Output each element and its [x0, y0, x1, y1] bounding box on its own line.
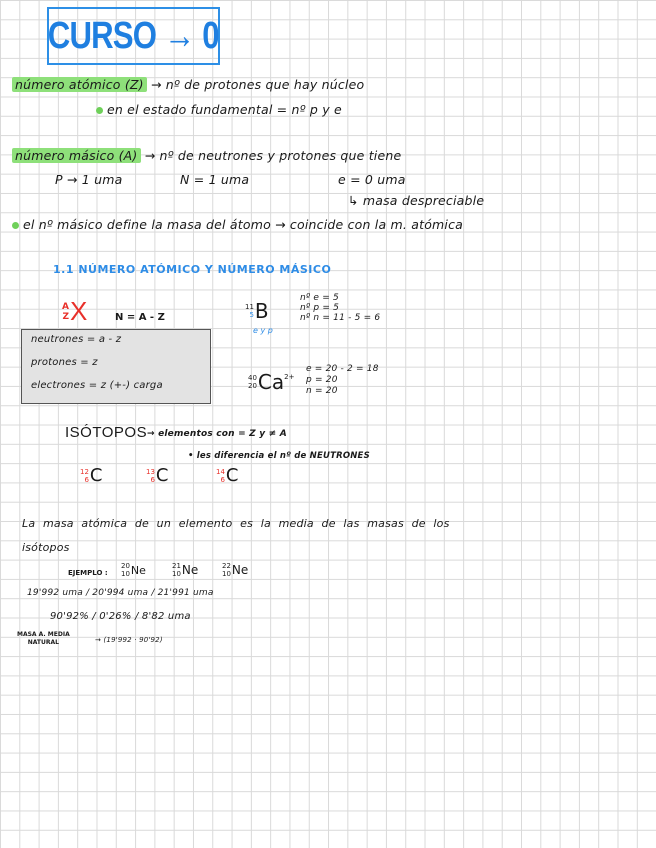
ne-20 [121, 562, 146, 578]
section-heading: 1.1 NÚMERO ATÓMICO Y NÚMERO MÁSICO [53, 263, 332, 276]
average-percent: 90'92% / 0'26% / 8'82 uma [50, 611, 191, 622]
box-electrones: electrones = z (+-) carga [31, 380, 163, 391]
boron-line-p: nº p = 5 [300, 303, 340, 313]
c14-symbol: C [225, 465, 239, 486]
c12-symbol: C [89, 465, 103, 486]
c12-mass: 12 [80, 467, 89, 476]
c14-indices [216, 468, 225, 484]
atomic-bullet: en el estado fundamental = nº p y e [107, 102, 342, 117]
isotope-c14 [216, 465, 239, 486]
formula-n: N = A - Z [115, 312, 165, 323]
mass-n: N = 1 uma [180, 172, 250, 187]
mass-e: e = 0 uma [338, 172, 406, 187]
calcium-line-e: e = 20 - 2 = 18 [306, 364, 379, 374]
atomic-desc: → nº de protones que hay núcleo [150, 77, 365, 92]
c13-indices [146, 468, 155, 484]
calcium-charge: 2+ [284, 373, 295, 381]
generic-nuclide [62, 296, 87, 327]
page-title: CURSO → 0 [48, 14, 219, 57]
natural-label [17, 631, 70, 647]
isotopes-note: • les diferencia el nº de NEUTRONES [188, 451, 370, 461]
boron-indices [245, 303, 254, 319]
c13-symbol: C [155, 465, 169, 486]
ne20-indices [121, 562, 130, 578]
natural-formula: → (19'992 · 90'92) [95, 636, 163, 644]
isotope-c12 [80, 465, 103, 486]
calcium-line-p: p = 20 [306, 375, 338, 385]
mass-bullet: el nº másico define la masa del átomo → coincide con la m. atómica [23, 217, 464, 232]
calcium-nuclide [248, 370, 294, 394]
average-line2: isótopos [22, 541, 70, 554]
nuclide-symbol: X [69, 296, 88, 326]
calcium-indices [248, 374, 257, 390]
boron-number: 5 [249, 311, 254, 319]
ne20-symbol: Ne [130, 563, 146, 577]
ne22-mass: 22 [222, 562, 231, 570]
calcium-line-n: n = 20 [306, 386, 338, 396]
mass-desc: → nº de neutrones y protones que tiene [144, 148, 402, 163]
boron-lines [300, 293, 380, 323]
nuclide-a: A [62, 301, 69, 312]
ne-22 [222, 562, 248, 578]
bullet-icon [96, 107, 103, 114]
boron-note: e y p [253, 326, 273, 335]
ne21-number: 10 [172, 570, 181, 578]
c14-number: 6 [220, 475, 225, 484]
bullet-icon [12, 222, 19, 229]
box-protones: protones = z [31, 357, 98, 368]
boron-mass: 11 [245, 303, 254, 311]
c12-indices [80, 468, 89, 484]
mass-e-note: ↳ masa despreciable [348, 193, 485, 208]
nuclide-z: Z [62, 311, 69, 322]
ne21-symbol: Ne [181, 563, 199, 577]
mass-line [12, 148, 401, 163]
boron-line-n: nº n = 11 - 5 = 6 [300, 313, 381, 323]
average-line1: La masa atómica de un elemento es la media de las masas de los [22, 517, 450, 530]
mass-bullet-line [12, 217, 463, 232]
natural-label-1: MASA A. MEDIA [17, 631, 70, 638]
ne22-number: 10 [222, 570, 231, 578]
isotope-c13 [146, 465, 169, 486]
ne22-symbol: Ne [231, 563, 249, 577]
c13-mass: 13 [146, 467, 155, 476]
atomic-line [12, 77, 364, 92]
calcium-mass: 40 [248, 374, 257, 382]
nuclide-indices [62, 302, 69, 322]
box-neutrones: neutrones = a - z [31, 334, 122, 345]
title-box [47, 7, 220, 65]
boron-nuclide [245, 299, 269, 323]
ne22-indices [222, 562, 231, 578]
c13-number: 6 [150, 475, 155, 484]
boron-line-e: nº e = 5 [300, 293, 339, 303]
atomic-label: número atómico (Z) [12, 77, 147, 92]
isotopes-desc: → elementos con = Z y ≠ A [147, 429, 287, 439]
calcium-lines [306, 364, 379, 397]
c14-mass: 14 [216, 467, 225, 476]
mass-p: P → 1 uma [55, 172, 123, 187]
ne-21 [172, 562, 198, 578]
average-masses: 19'992 uma / 20'994 uma / 21'991 uma [27, 588, 214, 598]
boron-symbol: B [254, 299, 269, 323]
natural-label-2: NATURAL [27, 639, 59, 646]
ne20-mass: 20 [121, 562, 130, 570]
mass-label: número másico (A) [12, 148, 141, 163]
example-label: EJEMPLO : [68, 569, 108, 577]
ne21-mass: 21 [172, 562, 181, 570]
c12-number: 6 [84, 475, 89, 484]
ne21-indices [172, 562, 181, 578]
atomic-bullet-line [96, 102, 342, 117]
calcium-symbol: Ca [257, 370, 285, 394]
ne20-number: 10 [121, 570, 130, 578]
isotopes-label: ISÓTOPOS [65, 424, 148, 441]
calcium-number: 20 [248, 382, 257, 390]
